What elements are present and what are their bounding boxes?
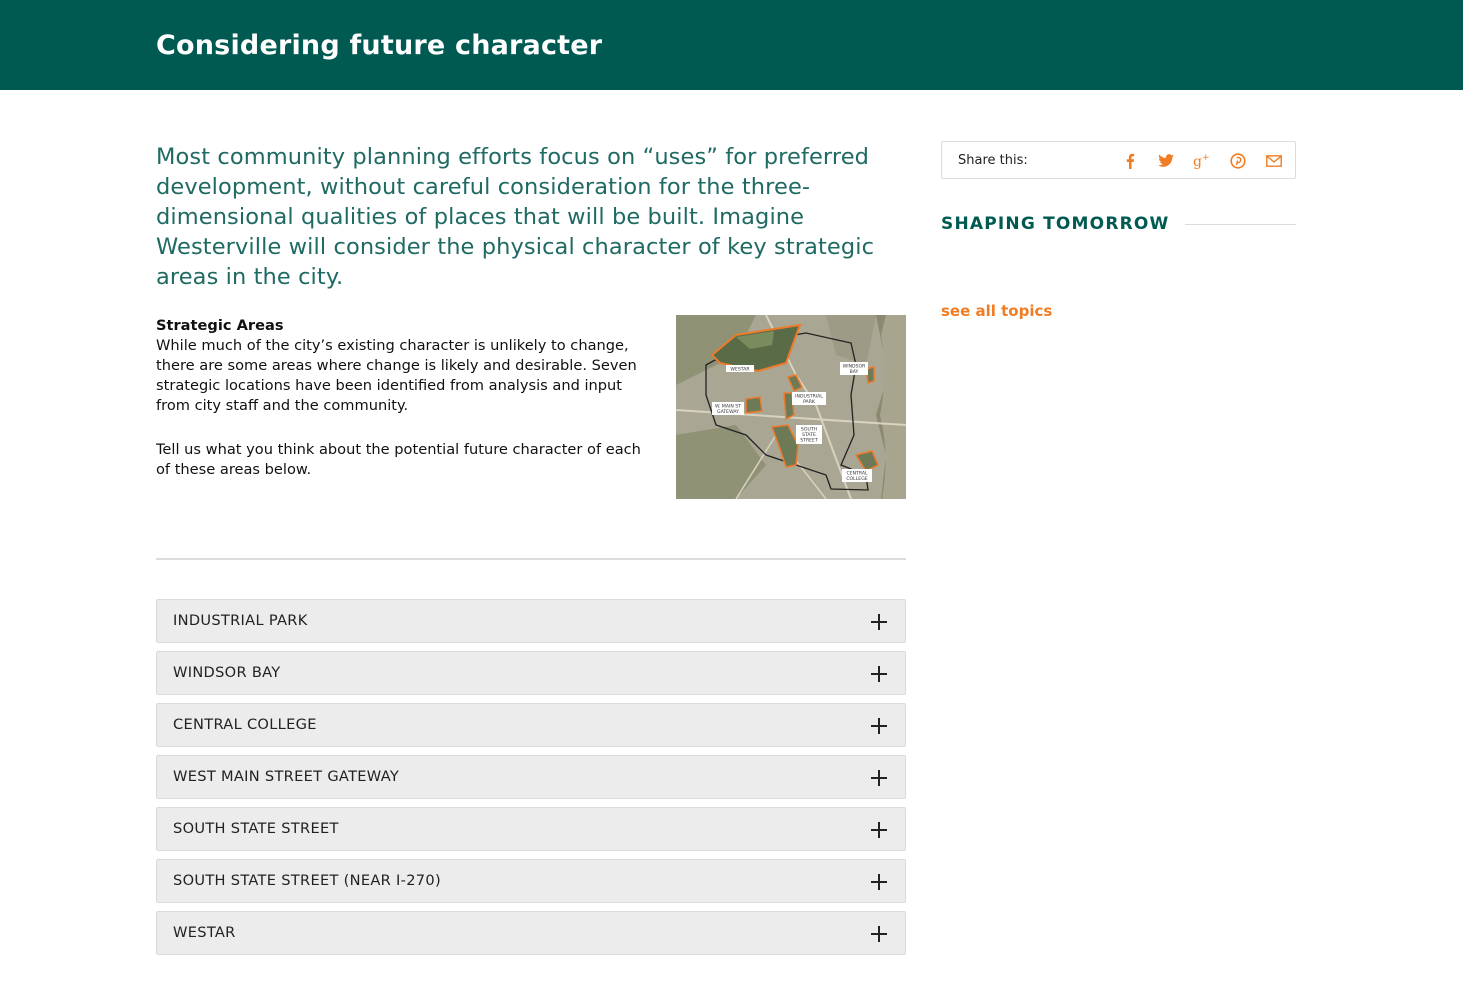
accordion-item-label: WESTAR (173, 924, 236, 941)
map-label-westar: WESTAR (730, 367, 750, 373)
strategic-areas-accordion (156, 599, 906, 963)
plus-icon[interactable] (871, 770, 887, 786)
plus-icon[interactable] (871, 666, 887, 682)
accordion-item-central-college[interactable] (156, 703, 906, 747)
map-label-south-state-1: SOUTH (800, 427, 818, 433)
map-label-central-college-2: COLLEGE (846, 477, 868, 482)
strategic-areas-cta: Tell us what you think about the potential future character of each of these areas below. (156, 441, 641, 478)
svg-text:g: g (1193, 154, 1202, 169)
map-label-south-state-2: STATE (802, 433, 816, 438)
page-title: Considering future character (156, 30, 603, 61)
strategic-areas-map[interactable] (676, 315, 906, 499)
map-label-industrial-park-2: PARK (803, 400, 815, 405)
plus-icon[interactable] (871, 926, 887, 942)
plus-icon[interactable] (871, 822, 887, 838)
map-label-windsor-bay-2: BAY (849, 370, 859, 375)
facebook-icon[interactable] (1119, 151, 1141, 171)
strategic-areas-heading: Strategic Areas (156, 317, 284, 334)
map-label-south-state-3: STREET (800, 438, 818, 444)
sidebar-section-rule (1185, 224, 1296, 225)
plus-icon[interactable] (871, 614, 887, 630)
twitter-icon[interactable] (1155, 151, 1177, 171)
page-header (0, 0, 1463, 90)
section-divider (156, 558, 906, 560)
accordion-item-label: INDUSTRIAL PARK (173, 612, 308, 629)
plus-icon[interactable] (871, 874, 887, 890)
intro-text: Most community planning efforts focus on “uses” for preferred development, without careful consideration for the three-dimensional qualities of places that will be built. Imagine Westerville will consider the physical character of key strategic areas in the city. (156, 144, 875, 290)
map-label-windsor-bay-1: WINDSOR (842, 364, 866, 370)
map-label-w-main-2: GATEWAY (717, 410, 739, 415)
accordion-item-industrial-park[interactable] (156, 599, 906, 643)
share-box (941, 141, 1296, 179)
accordion-item-label: CENTRAL COLLEGE (173, 716, 317, 733)
accordion-item-windsor-bay[interactable] (156, 651, 906, 695)
accordion-item-label: WEST MAIN STREET GATEWAY (173, 768, 400, 785)
accordion-item-westar[interactable] (156, 911, 906, 955)
plus-icon[interactable] (871, 718, 887, 734)
strategic-areas-body: While much of the city’s existing character is unlikely to change, there are some areas where change is likely and desirable. Seven strategic locations have been identified from analysis and input from city staff and the community. (156, 337, 637, 414)
see-all-topics-link[interactable]: see all topics (941, 302, 1053, 320)
sidebar-section-title: SHAPING TOMORROW (941, 214, 1170, 234)
map-label-central-college-1: CENTRAL (846, 471, 868, 477)
svg-text:+: + (1202, 153, 1210, 163)
map-image (676, 315, 906, 499)
strategic-areas-section (156, 316, 656, 480)
accordion-item-label: SOUTH STATE STREET (173, 820, 339, 837)
share-icons (1119, 151, 1285, 171)
share-label: Share this: (958, 153, 1028, 168)
map-label-w-main-1: W. MAIN ST (714, 404, 742, 410)
email-icon[interactable] (1263, 151, 1285, 171)
map-label-industrial-park-1: INDUSTRIAL (795, 394, 823, 400)
accordion-item-label: WINDSOR BAY (173, 664, 281, 681)
accordion-item-south-state-street[interactable] (156, 807, 906, 851)
accordion-item-south-state-street-i270[interactable] (156, 859, 906, 903)
google-plus-icon[interactable] (1191, 151, 1213, 171)
accordion-item-label: SOUTH STATE STREET (NEAR I-270) (173, 872, 441, 889)
pinterest-icon[interactable] (1227, 151, 1249, 171)
accordion-item-west-main-street-gateway[interactable] (156, 755, 906, 799)
